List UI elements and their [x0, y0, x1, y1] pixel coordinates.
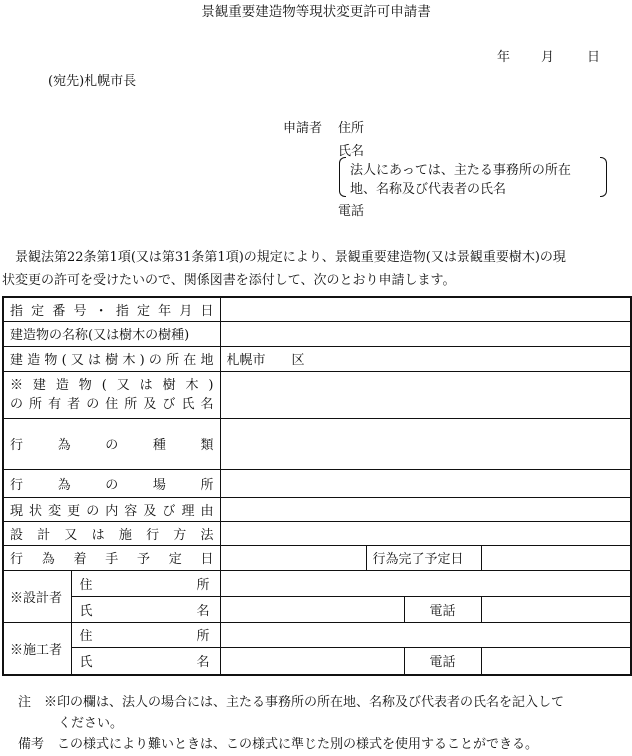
notes-section [18, 692, 630, 755]
method-field[interactable] [220, 521, 631, 545]
note-label: 注 [18, 695, 32, 710]
remark-text: この様式により難いときは、この様式に準じた別の様式を使用することができる。 [57, 737, 539, 752]
start-date-label: 行為着手予定日 [3, 545, 220, 570]
designation-field[interactable] [220, 297, 631, 321]
note-line2: ください。 [58, 716, 124, 731]
building-name-label: 建造物の名称(又は樹木の樹種) [3, 321, 220, 346]
location-label: 建造物(又は樹木)の所在地 [3, 346, 220, 371]
act-type-label: 行為の種類 [3, 418, 220, 469]
applicant-phone-label: 電話 [338, 204, 365, 219]
note-line [18, 692, 630, 713]
left-bracket [339, 157, 346, 197]
contractor-label: ※施工者 [3, 622, 71, 675]
application-form-table [2, 296, 632, 676]
corporate-note-line2: 地、名称及び代表者の氏名 [350, 182, 507, 197]
building-name-field[interactable] [220, 321, 631, 346]
document-title: 景観重要建造物等現状変更許可申請書 [201, 4, 431, 20]
contractor-address-field[interactable] [220, 622, 631, 647]
contractor-address-label: 住所 [71, 622, 220, 647]
contractor-phone-field[interactable] [481, 647, 631, 675]
owner-field[interactable] [220, 371, 631, 418]
start-date-field[interactable] [220, 545, 366, 570]
remark-label: 備考 [18, 737, 45, 752]
day-label: 日 [587, 50, 601, 65]
year-label: 年 [497, 50, 511, 65]
corporate-note [339, 157, 607, 197]
applicant-address-label: 住所 [338, 121, 365, 136]
contractor-phone-label: 電話 [404, 647, 481, 675]
owner-label-line2: の所有者の住所及び氏名 [10, 396, 214, 412]
designer-name-label: 氏名 [71, 596, 220, 622]
method-label: 設計又は施行方法 [3, 521, 220, 545]
corporate-note-line1: 法人にあっては、主たる事務所の所在 [350, 163, 571, 178]
change-content-field[interactable] [220, 497, 631, 521]
designer-label: ※設計者 [3, 570, 71, 622]
act-place-field[interactable] [220, 469, 631, 497]
designer-name-field[interactable] [220, 596, 404, 622]
designer-phone-label: 電話 [404, 596, 481, 622]
owner-label [3, 371, 220, 418]
designer-phone-field[interactable] [481, 596, 631, 622]
contractor-name-label: 氏名 [71, 647, 220, 675]
designer-address-label: 住所 [71, 570, 220, 596]
completion-date-label: 行為完了予定日 [366, 545, 481, 570]
change-content-label: 現状変更の内容及び理由 [3, 497, 220, 521]
act-type-field[interactable] [220, 418, 631, 469]
location-field[interactable]: 札幌市 区 [220, 346, 631, 371]
statement-line2: 状変更の許可を受けたいので、関係図書を添付して、次のとおり申請します。 [2, 273, 456, 288]
completion-date-field[interactable] [481, 545, 631, 570]
statement-line1: 景観法第22条第1項(又は第31条第1項)の規定により、景観重要建造物(又は景観重要樹木)の現 [15, 250, 566, 265]
designer-address-field[interactable] [220, 570, 631, 596]
applicant-label: 申請者 [283, 121, 323, 136]
owner-label-line1: ※建造物(又は樹木) [10, 377, 214, 393]
month-label: 月 [541, 50, 555, 65]
right-bracket [600, 157, 607, 197]
application-statement [2, 246, 630, 292]
applicant-name-label: 氏名 [338, 144, 365, 159]
contractor-name-field[interactable] [220, 647, 404, 675]
note-text: ※印の欄は、法人の場合には、主たる事務所の所在地、名称及び代表者の氏名を記入して [44, 695, 565, 710]
designation-label: 指定番号・指定年月日 [3, 297, 220, 321]
addressee: (宛先)札幌市長 [48, 74, 137, 89]
remark-line [18, 734, 630, 755]
act-place-label: 行為の場所 [3, 469, 220, 497]
